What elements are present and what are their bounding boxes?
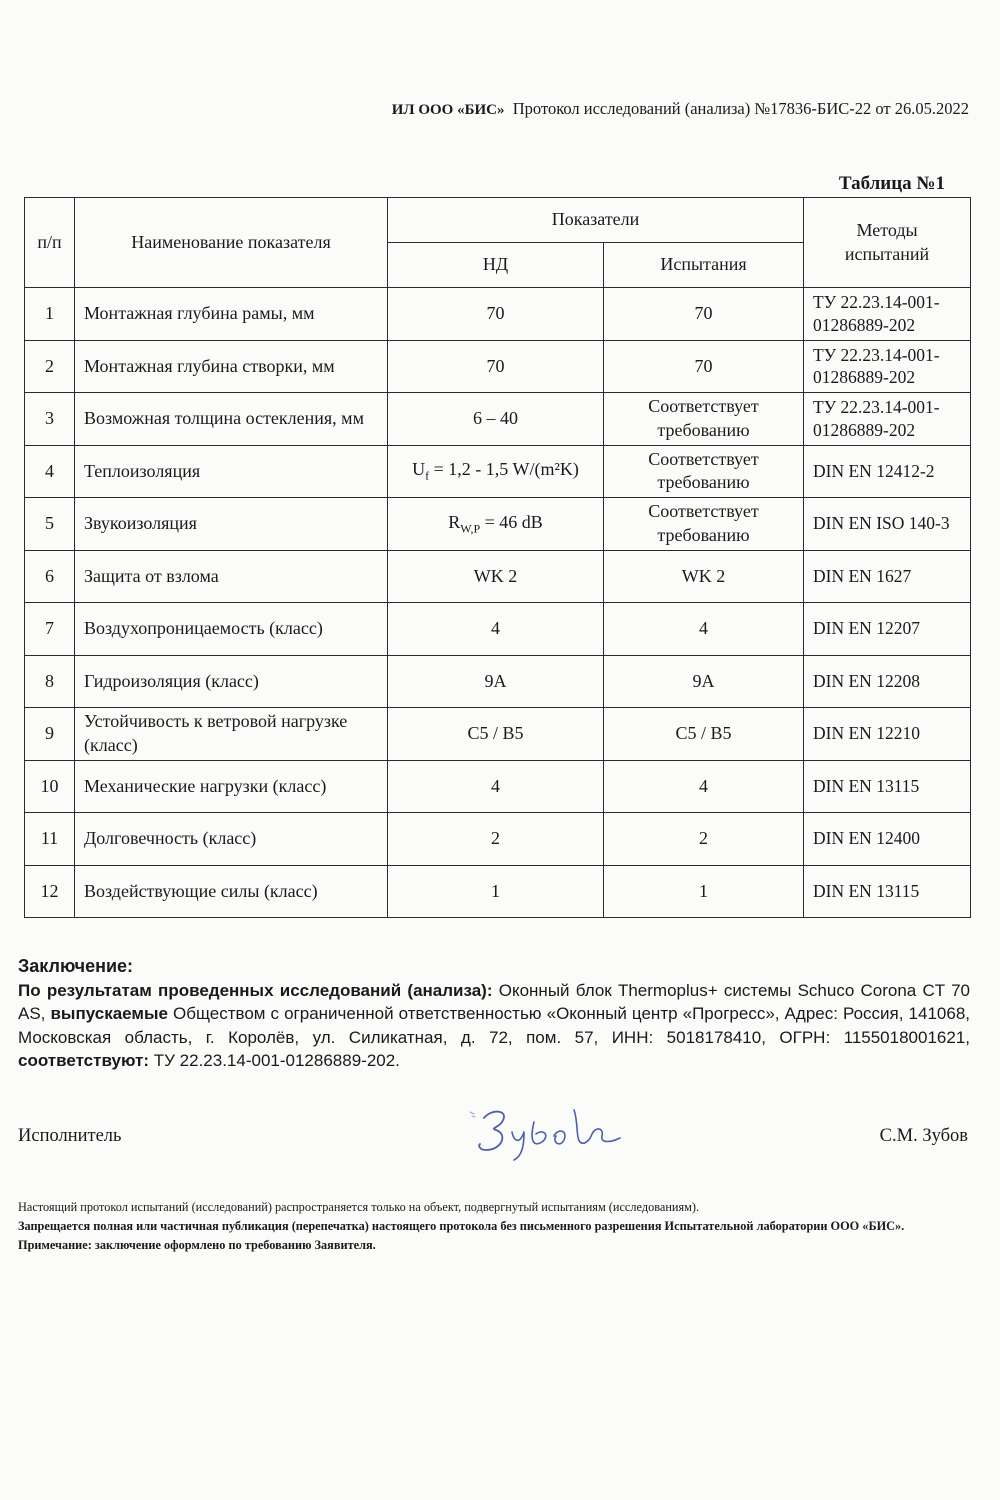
note-remark: Примечание: заключение оформлено по требованию Заявителя. [18,1238,376,1253]
handwritten-signature [462,1098,632,1168]
row-num: 8 [25,655,75,708]
note-scope: Настоящий протокол испытаний (исследований) распространяется только на объект, подвергнутый испытаниям (исследованиям). [18,1200,700,1214]
row-test: 2 [604,813,804,866]
table-row [25,708,971,761]
row-method: DIN EN 12400 [804,813,971,866]
header-test: Испытания [604,243,804,288]
row-method: ТУ 22.23.14-001-01286889-202 [804,393,971,446]
row-name: Возможная толщина остекления, мм [75,393,388,446]
table-row [25,813,971,866]
row-name: Воздухопроницаемость (класс) [75,603,388,656]
row-num: 11 [25,813,75,866]
row-test: 70 [604,288,804,341]
row-nd: C5 / B5 [388,708,604,761]
row-name: Звукоизоляция [75,498,388,551]
row-test: Соответствует требованию [604,393,804,446]
row-nd: 2 [388,813,604,866]
row-num: 2 [25,340,75,393]
row-name: Гидроизоляция (класс) [75,655,388,708]
row-method: DIN EN 13115 [804,760,971,813]
row-num: 7 [25,603,75,656]
row-method: ТУ 22.23.14-001-01286889-202 [804,288,971,341]
header-nd: НД [388,243,604,288]
conclusion-text: По результатам проведенных исследований (анализа): Оконный блок Thermoplus+ системы Schuco Corona CT 70 AS, выпускаемые Обществом с ограниченной ответственностью «Оконный центр «Прогресс», Адрес: Россия, 141068, Московская область, г. Королёв, ул. Силикатная, д. 72, пом. 57, ИНН: 5018178410, ОГРН: 1155018001621, соответствуют: ТУ 22.23.14-001-01286889-202. [18,980,970,1071]
executor-name: С.М. Зубов [879,1126,968,1146]
table-row [25,288,971,341]
row-num: 5 [25,498,75,551]
table-row [25,340,971,393]
row-name: Монтажная глубина рамы, мм [75,288,388,341]
row-name: Устойчивость к ветровой нагрузке (класс) [75,708,388,761]
protocol-number: Протокол исследований (анализа) №17836-БИС-22 от 26.05.2022 [512,99,969,118]
row-method: ТУ 22.23.14-001-01286889-202 [804,340,971,393]
row-method: DIN EN ISO 140-3 [804,498,971,551]
row-name: Теплоизоляция [75,445,388,498]
row-test: Соответствует требованию [604,445,804,498]
row-nd: 6 – 40 [388,393,604,446]
row-test: Соответствует требованию [604,498,804,551]
table-row [25,498,971,551]
conclusion-block [18,954,970,1073]
row-method: DIN EN 12412-2 [804,445,971,498]
lab-name: ИЛ ООО «БИС» [391,102,505,118]
row-num: 10 [25,760,75,813]
row-name: Воздействующие силы (класс) [75,865,388,918]
row-num: 1 [25,288,75,341]
row-nd: $U_f = 1,2 - 1,5$ W/(m²K) [388,445,604,498]
header-methods: Методы испытаний [804,198,971,288]
row-name: Механические нагрузки (класс) [75,760,388,813]
row-nd: $R_{W,P} = 46$ dB [388,498,604,551]
table-row [25,760,971,813]
table-row [25,445,971,498]
table-row [25,393,971,446]
row-test: 4 [604,760,804,813]
document-header [392,99,969,119]
row-method: DIN EN 12210 [804,708,971,761]
table-caption: Таблица №1 [838,173,945,194]
executor-label: Исполнитель [18,1126,122,1146]
row-num: 3 [25,393,75,446]
row-nd: 70 [388,288,604,341]
row-method: DIN EN 1627 [804,550,971,603]
row-name: Монтажная глубина створки, мм [75,340,388,393]
row-num: 12 [25,865,75,918]
row-name: Долговечность (класс) [75,813,388,866]
row-test: WK 2 [604,550,804,603]
row-test: C5 / B5 [604,708,804,761]
conclusion-title: Заключение: [18,956,134,976]
table-header-row [25,198,971,243]
row-name: Защита от взлома [75,550,388,603]
row-test: 4 [604,603,804,656]
header-name: Наименование показателя [75,198,388,288]
header-num: п/п [25,198,75,288]
row-nd: 1 [388,865,604,918]
table-row [25,865,971,918]
header-indicators: Показатели [388,198,804,243]
note-prohibition: Запрещается полная или частичная публикация (перепечатка) настоящего протокола без письменного разрешения Испытательной лаборатории ООО «БИС». [18,1219,905,1234]
row-nd: WK 2 [388,550,604,603]
row-nd: 4 [388,760,604,813]
row-nd: 4 [388,603,604,656]
footnotes [18,1198,978,1255]
row-num: 9 [25,708,75,761]
table-row [25,550,971,603]
results-table [24,197,971,918]
row-method: DIN EN 12207 [804,603,971,656]
row-test: 9A [604,655,804,708]
row-method: DIN EN 12208 [804,655,971,708]
row-method: DIN EN 13115 [804,865,971,918]
row-test: 1 [604,865,804,918]
row-nd: 9A [388,655,604,708]
table-row [25,603,971,656]
table-row [25,655,971,708]
row-nd: 70 [388,340,604,393]
row-num: 4 [25,445,75,498]
row-num: 6 [25,550,75,603]
row-test: 70 [604,340,804,393]
